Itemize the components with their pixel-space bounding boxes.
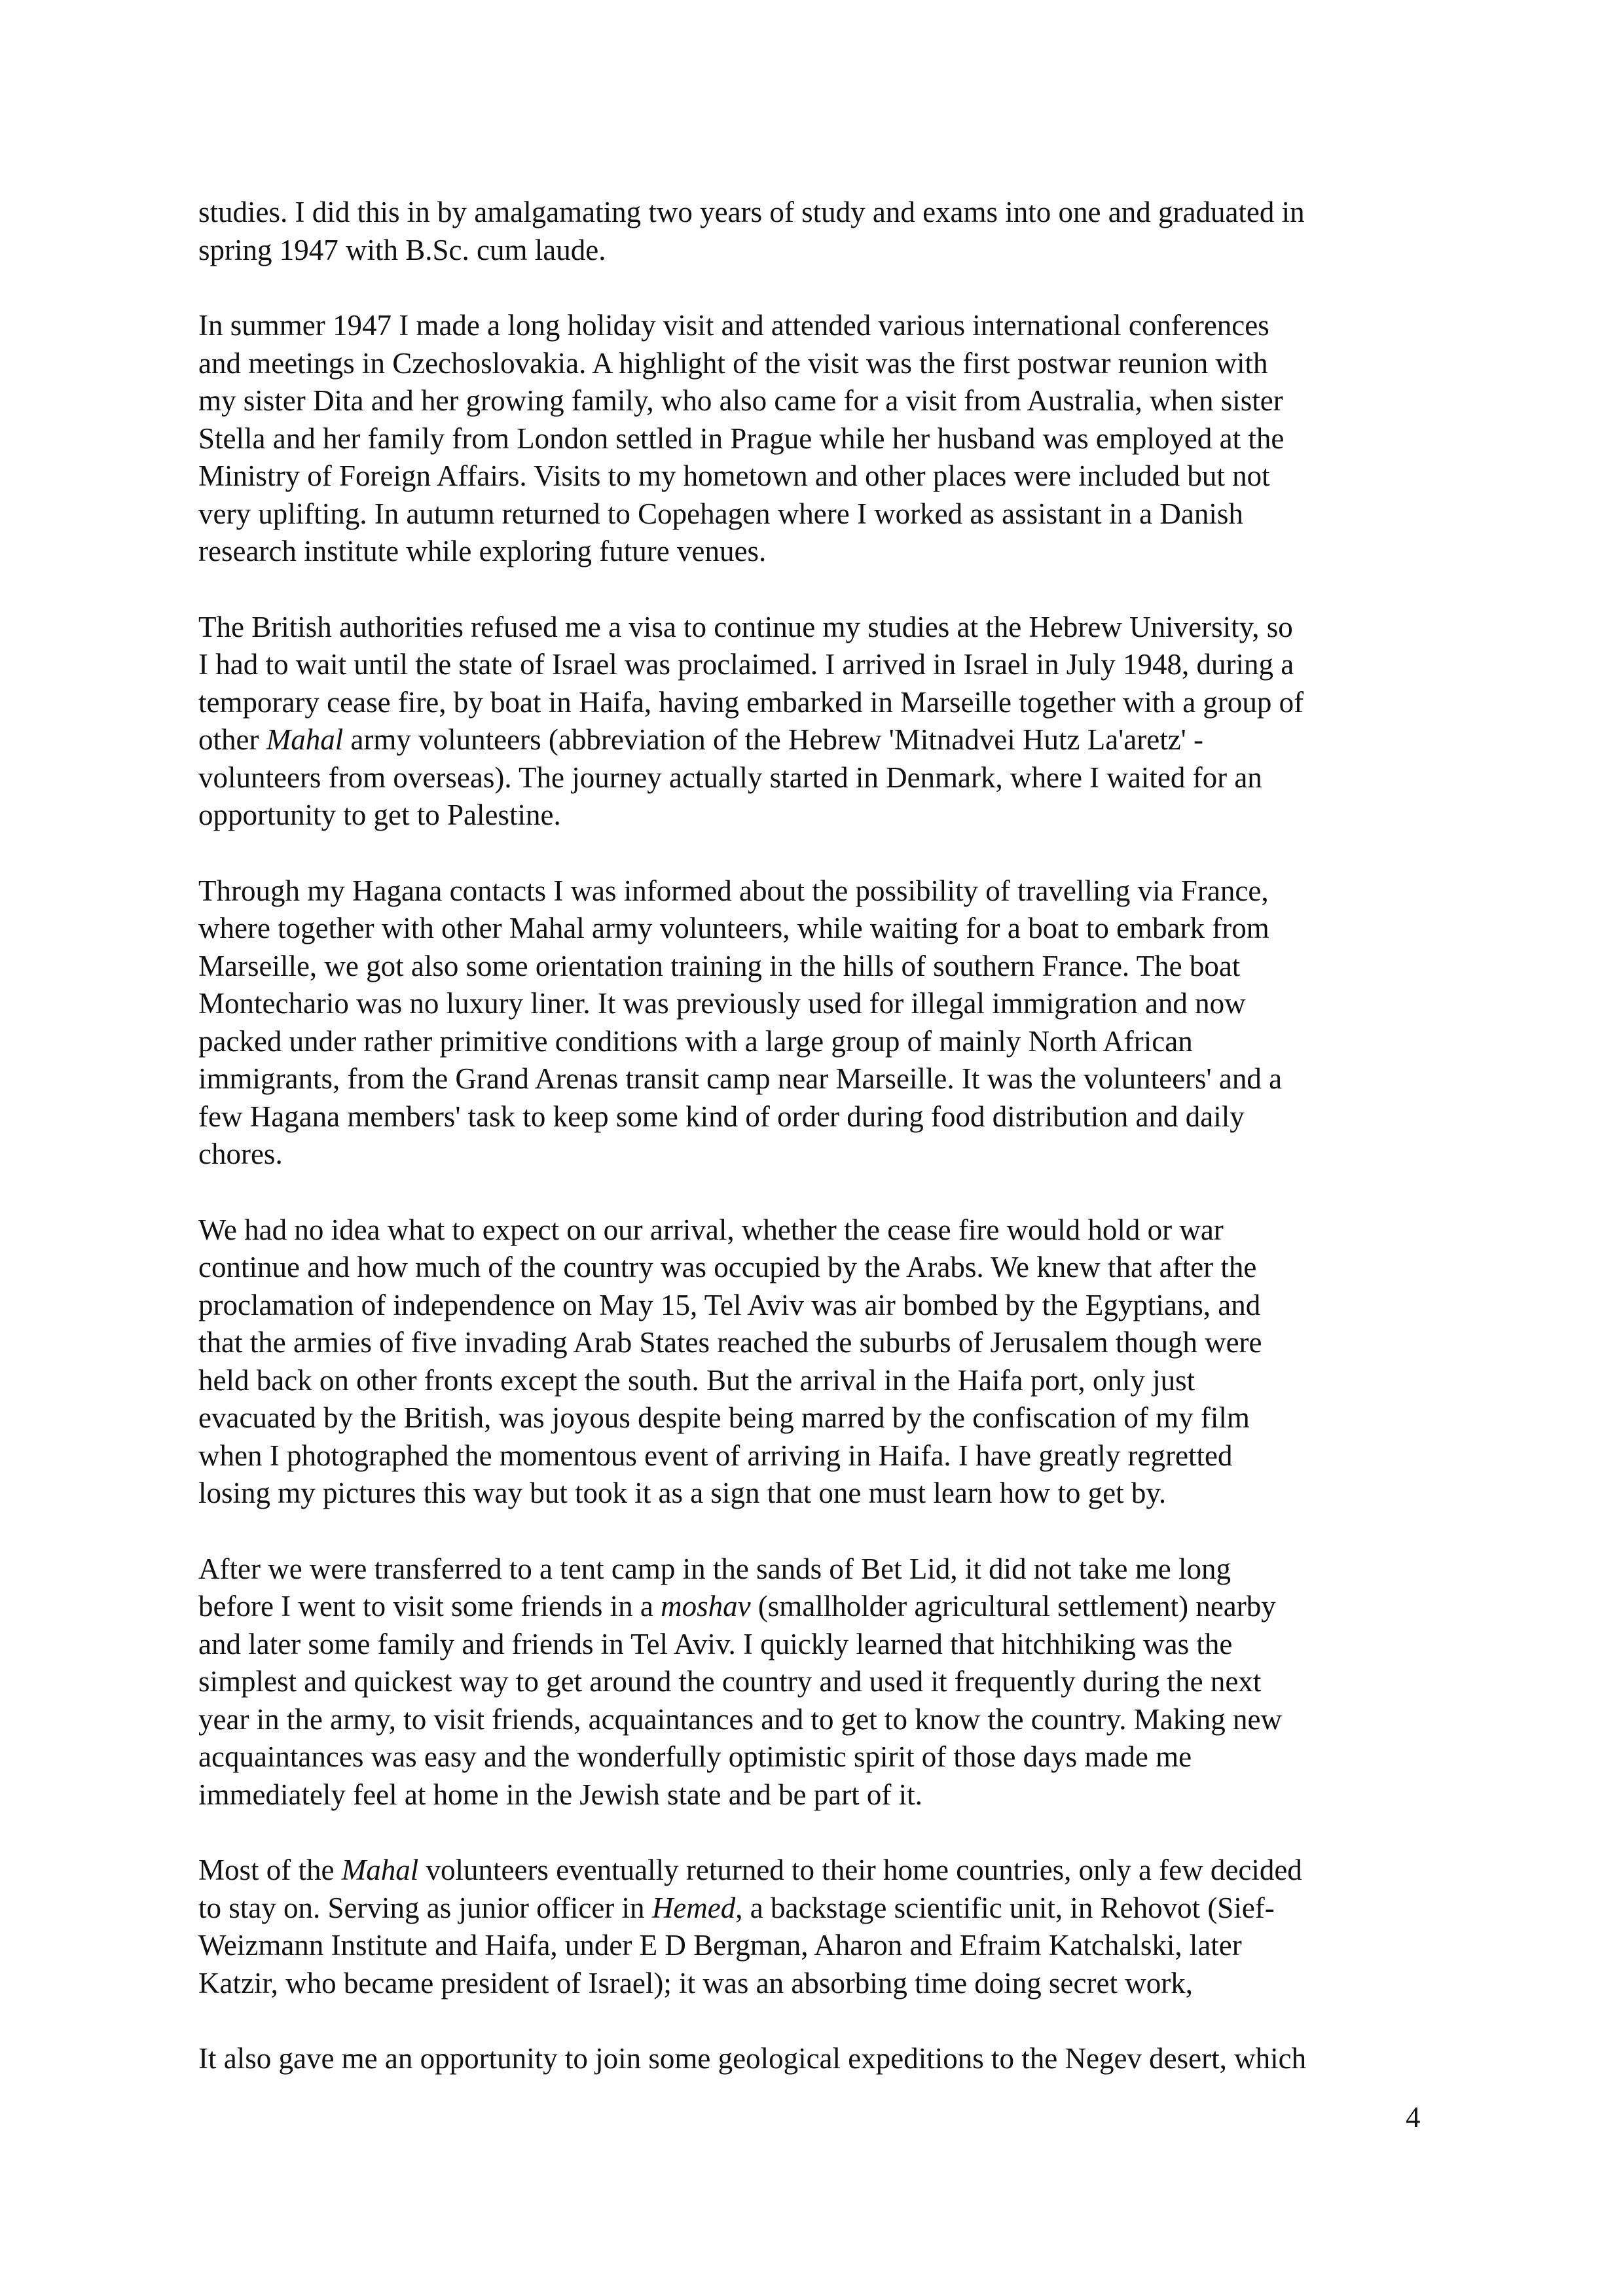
text-line: few Hagana members' task to keep some kind of order during food distribution and daily bbox=[198, 1100, 1245, 1133]
paragraph-2 bbox=[198, 307, 1446, 571]
text-line: and meetings in Czechoslovakia. A highlight of the visit was the first postwar reunion with bbox=[198, 346, 1268, 380]
text-line: temporary cease fire, by boat in Haifa, having embarked in Marseille together with a group of bbox=[198, 685, 1304, 719]
document-body bbox=[198, 194, 1446, 2116]
paragraph-5 bbox=[198, 1211, 1446, 1513]
text-line: acquaintances was easy and the wonderfully optimistic spirit of those days made me bbox=[198, 1740, 1192, 1773]
text-run: other bbox=[198, 723, 266, 756]
text-line: when I photographed the momentous event of arriving in Haifa. I have greatly regretted bbox=[198, 1439, 1233, 1472]
text-line: evacuated by the British, was joyous despite being marred by the confiscation of my film bbox=[198, 1401, 1250, 1434]
text-run: volunteers eventually returned to their home countries, only a few decided bbox=[418, 1854, 1302, 1886]
text-line: research institute while exploring future venues. bbox=[198, 535, 767, 567]
italic-term-hemed: Hemed bbox=[651, 1891, 736, 1924]
text-line: continue and how much of the country was occupied by the Arabs. We knew that after the bbox=[198, 1251, 1257, 1283]
text-line bbox=[198, 1890, 1446, 1928]
text-line: It also gave me an opportunity to join some geological expeditions to the Negev desert, which bbox=[198, 2042, 1307, 2075]
text-line: immigrants, from the Grand Arenas transit camp near Marseille. It was the volunteers' and a bbox=[198, 1062, 1283, 1095]
text-line: volunteers from overseas). The journey actually started in Denmark, where I waited for an bbox=[198, 761, 1262, 794]
text-line: Weizmann Institute and Haifa, under E D Bergman, Aharon and Efraim Katchalski, later bbox=[198, 1929, 1242, 1962]
text-run: (smallholder agricultural settlement) nearby bbox=[757, 1590, 1276, 1623]
text-line: where together with other Mahal army volunteers, while waiting for a boat to embark from bbox=[198, 912, 1269, 944]
text-line: Stella and her family from London settled in Prague while her husband was employed at the bbox=[198, 422, 1285, 455]
text-line: year in the army, to visit friends, acquaintances and to get to know the country. Making new bbox=[198, 1702, 1282, 1736]
text-line: Marseille, we got also some orientation training in the hills of southern France. The boat bbox=[198, 949, 1241, 982]
text-line: Montechario was no luxury liner. It was previously used for illegal immigration and now bbox=[198, 987, 1246, 1020]
text-run: Most of the bbox=[198, 1854, 342, 1886]
paragraph-7 bbox=[198, 1852, 1446, 2002]
text-line: studies. I did this in by amalgamating two years of study and exams into one and graduated in bbox=[198, 196, 1305, 228]
text-line: We had no idea what to expect on our arrival, whether the cease fire would hold or war bbox=[198, 1213, 1224, 1246]
text-line bbox=[198, 1588, 1446, 1626]
text-run: to stay on. Serving as junior officer in bbox=[198, 1891, 652, 1924]
text-line: my sister Dita and her growing family, who also came for a visit from Australia, when sister bbox=[198, 384, 1283, 417]
text-line: packed under rather primitive conditions with a large group of mainly North African bbox=[198, 1024, 1193, 1058]
italic-term-mahal: Mahal bbox=[341, 1854, 419, 1886]
text-line: Katzir, who became president of Israel); it was an absorbing time doing secret work, bbox=[198, 1966, 1193, 2000]
text-line: Ministry of Foreign Affairs. Visits to my hometown and other places were included but not bbox=[198, 459, 1270, 492]
text-line: Through my Hagana contacts I was informed about the possibility of travelling via France, bbox=[198, 874, 1269, 907]
text-line: The British authorities refused me a visa to continue my studies at the Hebrew University, so bbox=[198, 610, 1293, 643]
text-line: After we were transferred to a tent camp in the sands of Bet Lid, it did not take me long bbox=[198, 1552, 1231, 1585]
paragraph-1 bbox=[198, 194, 1446, 269]
text-line: opportunity to get to Palestine. bbox=[198, 798, 561, 831]
text-line: losing my pictures this way but took it as a sign that one must learn how to get by. bbox=[198, 1477, 1167, 1509]
text-line: I had to wait until the state of Israel was proclaimed. I arrived in Israel in July 1948, during a bbox=[198, 648, 1294, 681]
text-line bbox=[198, 721, 1446, 759]
text-line: very uplifting. In autumn returned to Copehagen where I worked as assistant in a Danish bbox=[198, 497, 1243, 530]
page-number: 4 bbox=[1406, 2101, 1421, 2134]
italic-term-mahal: Mahal bbox=[266, 723, 344, 756]
text-line: and later some family and friends in Tel Aviv. I quickly learned that hitchhiking was the bbox=[198, 1627, 1233, 1660]
text-line: immediately feel at home in the Jewish state and be part of it. bbox=[198, 1778, 922, 1811]
text-line bbox=[198, 1852, 1446, 1890]
paragraph-4 bbox=[198, 872, 1446, 1174]
italic-term-moshav: moshav bbox=[661, 1590, 751, 1623]
text-line: held back on other fronts except the south. But the arrival in the Haifa port, only just bbox=[198, 1363, 1195, 1397]
text-line: chores. bbox=[198, 1138, 283, 1170]
text-line: simplest and quickest way to get around the country and used it frequently during the next bbox=[198, 1665, 1262, 1698]
paragraph-3 bbox=[198, 609, 1446, 834]
text-line: proclamation of independence on May 15, Tel Aviv was air bombed by the Egyptians, and bbox=[198, 1288, 1261, 1321]
text-run: , a backstage scientific unit, in Rehovot (Sief- bbox=[735, 1891, 1275, 1924]
text-run: before I went to visit some friends in a bbox=[198, 1590, 661, 1623]
text-line: In summer 1947 I made a long holiday visit and attended various international conferences bbox=[198, 309, 1269, 342]
text-line: spring 1947 with B.Sc. cum laude. bbox=[198, 233, 606, 266]
paragraph-6 bbox=[198, 1551, 1446, 1814]
paragraph-8 bbox=[198, 2040, 1446, 2078]
text-run: army volunteers (abbreviation of the Hebrew 'Mitnadvei Hutz La'aretz' - bbox=[350, 723, 1204, 756]
text-line: that the armies of five invading Arab States reached the suburbs of Jerusalem though were bbox=[198, 1326, 1262, 1359]
